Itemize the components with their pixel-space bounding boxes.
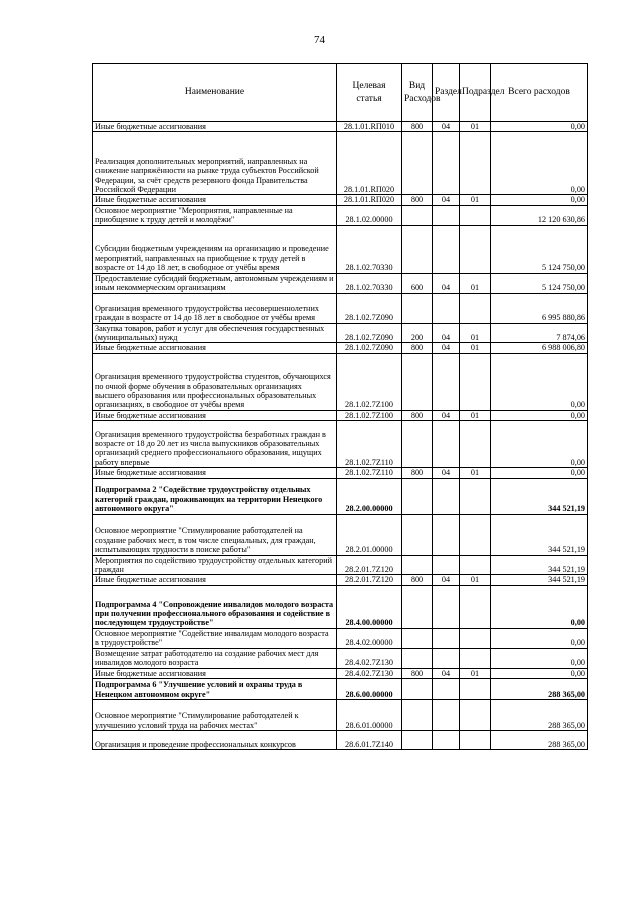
cell-razdel: 04 xyxy=(433,273,460,293)
cell-vid xyxy=(402,421,433,468)
table-row xyxy=(93,195,588,205)
cell-vid: 800 xyxy=(402,468,433,478)
cell-total: 0,00 xyxy=(491,585,588,628)
cell-vid: 800 xyxy=(402,668,433,678)
cell-code: 28.1.02.00000 xyxy=(337,205,402,225)
cell-razdel xyxy=(433,648,460,668)
cell-vid: 600 xyxy=(402,273,433,293)
cell-vid: 800 xyxy=(402,575,433,585)
table-row xyxy=(93,478,588,514)
table-row xyxy=(93,731,588,750)
cell-razdel xyxy=(433,679,460,700)
cell-total: 344 521,19 xyxy=(491,514,588,555)
cell-name: Иные бюджетные ассигнования xyxy=(93,343,337,353)
table-row xyxy=(93,555,588,575)
cell-podrazdel xyxy=(460,700,491,731)
cell-total: 12 120 630,86 xyxy=(491,205,588,225)
cell-code: 28.1.02.7Z090 xyxy=(337,323,402,343)
budget-table xyxy=(92,63,588,750)
cell-podrazdel: 01 xyxy=(460,343,491,353)
cell-name: Возмещение затрат работодателю на создание рабочих мест для инвалидов молодого возраста xyxy=(93,648,337,668)
cell-razdel: 04 xyxy=(433,668,460,678)
cell-total: 344 521,19 xyxy=(491,478,588,514)
table-row xyxy=(93,410,588,420)
cell-razdel: 04 xyxy=(433,195,460,205)
cell-total: 0,00 xyxy=(491,668,588,678)
cell-code: 28.2.01.7Z120 xyxy=(337,575,402,585)
table-row xyxy=(93,132,588,195)
cell-code: 28.4.02.7Z130 xyxy=(337,648,402,668)
cell-vid: 800 xyxy=(402,122,433,132)
cell-name: Иные бюджетные ассигнования xyxy=(93,575,337,585)
cell-name: Реализация дополнительных мероприятий, направленных на снижение напряжённости на рынке труда субъектов Российской Федерации, за счёт средств резервного фонда Правительства Российской Федерации xyxy=(93,132,337,195)
cell-razdel: 04 xyxy=(433,410,460,420)
cell-code: 28.1.01.RП020 xyxy=(337,195,402,205)
cell-code: 28.1.02.7Z110 xyxy=(337,468,402,478)
cell-code: 28.6.01.7Z140 xyxy=(337,731,402,750)
cell-code: 28.4.02.00000 xyxy=(337,628,402,648)
cell-code: 28.1.02.7Z100 xyxy=(337,353,402,410)
cell-razdel xyxy=(433,700,460,731)
header-razdel: Раздел xyxy=(433,64,460,122)
cell-razdel xyxy=(433,585,460,628)
cell-total: 5 124 750,00 xyxy=(491,273,588,293)
cell-podrazdel xyxy=(460,585,491,628)
cell-podrazdel xyxy=(460,205,491,225)
cell-code: 28.1.01.RП010 xyxy=(337,122,402,132)
cell-vid xyxy=(402,555,433,575)
cell-total: 0,00 xyxy=(491,468,588,478)
page-number: 74 xyxy=(314,34,325,46)
cell-podrazdel: 01 xyxy=(460,575,491,585)
cell-podrazdel xyxy=(460,421,491,468)
cell-total: 5 124 750,00 xyxy=(491,225,588,273)
table-row xyxy=(93,585,588,628)
cell-podrazdel xyxy=(460,353,491,410)
table-row xyxy=(93,353,588,410)
table-row xyxy=(93,668,588,678)
cell-vid: 800 xyxy=(402,410,433,420)
header-vid: Вид Расходов xyxy=(402,64,433,122)
cell-vid xyxy=(402,628,433,648)
cell-vid xyxy=(402,585,433,628)
table-row xyxy=(93,323,588,343)
cell-name: Основное мероприятие "Стимулирование работодателей к улучшению условий труда на рабочих местах" xyxy=(93,700,337,731)
cell-total: 0,00 xyxy=(491,195,588,205)
cell-total: 288 365,00 xyxy=(491,679,588,700)
cell-razdel xyxy=(433,478,460,514)
cell-podrazdel xyxy=(460,514,491,555)
cell-vid: 800 xyxy=(402,195,433,205)
cell-name: Организация и проведение профессиональных конкурсов xyxy=(93,731,337,750)
cell-name: Закупка товаров, работ и услуг для обеспечения государственных (муниципальных) нужд xyxy=(93,323,337,343)
cell-name: Организация временного трудоустройства безработных граждан в возрасте от 18 до 20 лет из числа выпускников образовательных организаций среднего профессионального образования, ищущих работу впервые xyxy=(93,421,337,468)
cell-name: Основное мероприятие "Стимулирование работодателей на создание рабочих мест, в том числе специальных, для граждан, испытывающих трудности в поиске работы" xyxy=(93,514,337,555)
cell-razdel xyxy=(433,628,460,648)
cell-total: 0,00 xyxy=(491,628,588,648)
table-row xyxy=(93,293,588,323)
cell-code: 28.1.01.RП020 xyxy=(337,132,402,195)
cell-total: 0,00 xyxy=(491,132,588,195)
header-podrazdel: Подраздел xyxy=(460,64,491,122)
cell-podrazdel xyxy=(460,731,491,750)
table-row xyxy=(93,343,588,353)
cell-razdel xyxy=(433,132,460,195)
cell-total: 344 521,19 xyxy=(491,555,588,575)
cell-podrazdel xyxy=(460,132,491,195)
cell-code: 28.6.00.00000 xyxy=(337,679,402,700)
table-row xyxy=(93,514,588,555)
cell-vid xyxy=(402,700,433,731)
cell-razdel xyxy=(433,353,460,410)
cell-name: Иные бюджетные ассигнования xyxy=(93,122,337,132)
cell-code: 28.2.00.00000 xyxy=(337,478,402,514)
table-row xyxy=(93,700,588,731)
cell-name: Организация временного трудоустройства студентов, обучающихся по очной форме обучения в образовательных организациях высшего образования или профессиональных образовательных организациях, в свободное от учёбы время xyxy=(93,353,337,410)
header-code: Целевая статья xyxy=(337,64,402,122)
cell-podrazdel xyxy=(460,555,491,575)
cell-podrazdel: 01 xyxy=(460,668,491,678)
cell-podrazdel: 01 xyxy=(460,323,491,343)
cell-total: 0,00 xyxy=(491,410,588,420)
header-total: Всего расходов xyxy=(491,64,588,122)
table-header-row xyxy=(93,64,588,122)
cell-vid xyxy=(402,205,433,225)
cell-vid xyxy=(402,731,433,750)
cell-razdel xyxy=(433,555,460,575)
cell-podrazdel xyxy=(460,679,491,700)
cell-total: 0,00 xyxy=(491,648,588,668)
cell-razdel xyxy=(433,205,460,225)
cell-razdel: 04 xyxy=(433,122,460,132)
cell-vid xyxy=(402,225,433,273)
cell-podrazdel xyxy=(460,628,491,648)
table-row xyxy=(93,273,588,293)
cell-name: Подпрограмма 6 "Улучшение условий и охраны труда в Ненецком автономном округе" xyxy=(93,679,337,700)
cell-podrazdel: 01 xyxy=(460,468,491,478)
cell-razdel xyxy=(433,514,460,555)
cell-name: Мероприятия по содействию трудоустройству отдельных категорий граждан xyxy=(93,555,337,575)
cell-vid xyxy=(402,514,433,555)
cell-podrazdel: 01 xyxy=(460,273,491,293)
table-row xyxy=(93,421,588,468)
cell-name: Иные бюджетные ассигнования xyxy=(93,195,337,205)
cell-vid xyxy=(402,353,433,410)
cell-razdel: 04 xyxy=(433,323,460,343)
table-row xyxy=(93,205,588,225)
cell-total: 344 521,19 xyxy=(491,575,588,585)
table-row xyxy=(93,122,588,132)
cell-podrazdel xyxy=(460,648,491,668)
cell-code: 28.1.02.7Z100 xyxy=(337,410,402,420)
cell-razdel xyxy=(433,225,460,273)
cell-code: 28.2.01.7Z120 xyxy=(337,555,402,575)
cell-razdel xyxy=(433,421,460,468)
cell-total: 7 874,06 xyxy=(491,323,588,343)
cell-code: 28.1.02.7Z110 xyxy=(337,421,402,468)
table-row xyxy=(93,679,588,700)
cell-code: 28.1.02.70330 xyxy=(337,225,402,273)
cell-podrazdel xyxy=(460,293,491,323)
cell-code: 28.6.01.00000 xyxy=(337,700,402,731)
cell-name: Иные бюджетные ассигнования xyxy=(93,668,337,678)
cell-podrazdel: 01 xyxy=(460,122,491,132)
cell-total: 0,00 xyxy=(491,421,588,468)
cell-code: 28.2.01.00000 xyxy=(337,514,402,555)
cell-name: Иные бюджетные ассигнования xyxy=(93,410,337,420)
table-row xyxy=(93,225,588,273)
table-row xyxy=(93,575,588,585)
cell-total: 0,00 xyxy=(491,122,588,132)
cell-code: 28.1.02.70330 xyxy=(337,273,402,293)
table-row xyxy=(93,648,588,668)
cell-name: Основное мероприятие "Содействие инвалидам молодого возраста в трудоустройстве" xyxy=(93,628,337,648)
cell-name: Предоставление субсидий бюджетным, автономным учреждениям и иным некоммерческим организациям xyxy=(93,273,337,293)
cell-podrazdel xyxy=(460,478,491,514)
cell-total: 0,00 xyxy=(491,353,588,410)
header-name: Наименование xyxy=(93,64,337,122)
cell-name: Субсидии бюджетным учреждениям на организацию и проведение мероприятий, направленных на приобщение к труду детей в возрасте от 14 до 18 лет, в свободное от учёбы время xyxy=(93,225,337,273)
cell-razdel xyxy=(433,731,460,750)
cell-razdel: 04 xyxy=(433,468,460,478)
cell-vid xyxy=(402,679,433,700)
cell-podrazdel xyxy=(460,225,491,273)
cell-razdel: 04 xyxy=(433,343,460,353)
table-row xyxy=(93,468,588,478)
cell-name: Основное мероприятие "Мероприятия, направленные на приобщение к труду детей и молодёжи" xyxy=(93,205,337,225)
cell-total: 288 365,00 xyxy=(491,700,588,731)
cell-name: Иные бюджетные ассигнования xyxy=(93,468,337,478)
cell-vid: 800 xyxy=(402,343,433,353)
cell-code: 28.1.02.7Z090 xyxy=(337,343,402,353)
cell-vid xyxy=(402,293,433,323)
cell-code: 28.4.02.7Z130 xyxy=(337,668,402,678)
cell-razdel xyxy=(433,293,460,323)
cell-name: Подпрограмма 4 "Сопровождение инвалидов молодого возраста при получении профессионального образования и содействие в последующем трудоустройстве" xyxy=(93,585,337,628)
cell-total: 6 988 006,80 xyxy=(491,343,588,353)
cell-razdel: 04 xyxy=(433,575,460,585)
cell-name: Организация временного трудоустройства несовершеннолетних граждан в возрасте от 14 до 18 лет в свободное от учёбы время xyxy=(93,293,337,323)
cell-vid xyxy=(402,132,433,195)
cell-code: 28.1.02.7Z090 xyxy=(337,293,402,323)
cell-total: 6 995 880,86 xyxy=(491,293,588,323)
cell-vid xyxy=(402,648,433,668)
cell-podrazdel: 01 xyxy=(460,195,491,205)
cell-total: 288 365,00 xyxy=(491,731,588,750)
table-row xyxy=(93,628,588,648)
cell-code: 28.4.00.00000 xyxy=(337,585,402,628)
cell-vid: 200 xyxy=(402,323,433,343)
cell-podrazdel: 01 xyxy=(460,410,491,420)
cell-name: Подпрограмма 2 "Содействие трудоустройству отдельных категорий граждан, проживающих на территории Ненецкого автономного округа" xyxy=(93,478,337,514)
cell-vid xyxy=(402,478,433,514)
